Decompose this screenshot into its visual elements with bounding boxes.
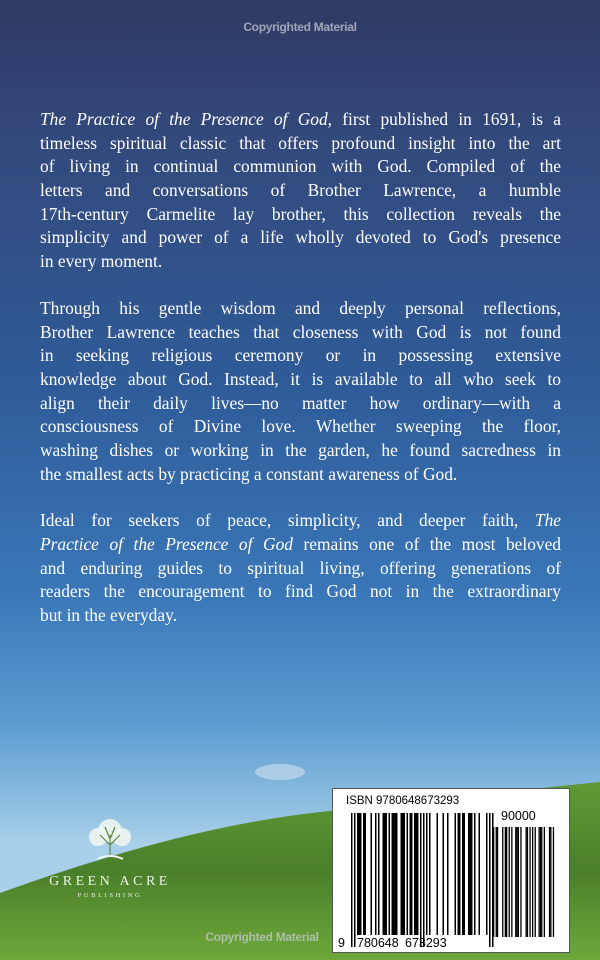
text-line xyxy=(40,344,561,368)
barcode-bar xyxy=(404,813,406,935)
tree-icon xyxy=(85,815,135,865)
barcode-bar xyxy=(402,813,404,935)
publisher-logo xyxy=(40,815,180,899)
barcode-bar xyxy=(489,813,491,947)
text-line xyxy=(40,108,561,132)
barcode-bar xyxy=(363,813,365,935)
barcode-bar xyxy=(383,813,385,935)
text-line xyxy=(40,155,561,179)
paragraph xyxy=(40,297,561,487)
text-line xyxy=(40,463,561,487)
barcode-bar xyxy=(416,813,418,935)
text-line xyxy=(40,179,561,203)
barcode-bar xyxy=(474,813,476,935)
publisher-sub: PUBLISHING xyxy=(77,892,143,899)
barcode-bar xyxy=(459,813,461,935)
addon-bar xyxy=(502,827,503,937)
barcode-bar xyxy=(462,813,464,935)
barcode-group1: 780648 xyxy=(357,936,399,950)
addon-bar xyxy=(540,827,541,937)
addon-bar xyxy=(511,827,512,937)
barcode-bar xyxy=(351,813,353,947)
barcode-bar xyxy=(359,813,361,935)
text-line xyxy=(40,557,561,581)
text-segment: in every moment. xyxy=(40,251,163,272)
text-line xyxy=(40,203,561,227)
text-line xyxy=(40,368,561,392)
text-segment: readers the encouragement to find God not in the extraordinary xyxy=(40,581,561,602)
text-segment: consciousness of Divine love. Whether sweeping the floor, xyxy=(40,416,561,437)
addon-bar xyxy=(493,827,494,937)
text-segment: letters and conversations of Brother Lawrence, a humble xyxy=(40,180,561,201)
text-line xyxy=(40,297,561,321)
barcode-bar xyxy=(375,813,377,935)
text-segment: remains one of the most beloved xyxy=(292,534,561,554)
barcode-bar xyxy=(479,813,481,935)
addon-bar xyxy=(532,827,533,937)
text-segment: Brother Lawrence teaches that closeness with God is not found xyxy=(40,321,561,342)
barcode-bar xyxy=(423,813,425,947)
text-segment: in seeking religious ceremony or in possessing extensive xyxy=(40,345,561,366)
text-line xyxy=(40,415,561,439)
addon-bar xyxy=(535,827,536,937)
text-segment: and enduring guides to spiritual living, offering generations of xyxy=(40,557,561,578)
addon-bar xyxy=(520,827,521,937)
barcode-bar xyxy=(417,813,419,935)
publisher-name: GREEN ACRE xyxy=(49,874,171,889)
barcode-bar xyxy=(357,813,359,935)
barcode-bar xyxy=(447,813,449,935)
text-segment: 17th-century Carmelite lay brother, this collection reveals the xyxy=(40,203,561,224)
text-line xyxy=(40,533,561,557)
addon-bar xyxy=(549,827,550,937)
text-line xyxy=(40,132,561,156)
copyright-watermark-bottom: Copyrighted Material xyxy=(205,930,319,944)
barcode-bar xyxy=(443,813,445,935)
barcode-bar xyxy=(371,813,373,935)
barcode-group2: 673293 xyxy=(405,936,447,950)
text-line xyxy=(40,250,561,274)
barcode-bar xyxy=(407,813,409,935)
barcode-bar xyxy=(470,813,472,935)
text-segment: washing dishes or working in the garden, he found sacredness in xyxy=(40,439,561,460)
text-segment: the smallest acts by practicing a constant awareness of God. xyxy=(40,463,458,484)
addon-bar xyxy=(506,827,507,937)
text-line xyxy=(40,604,561,628)
barcode-bar xyxy=(486,813,488,935)
barcode-bar xyxy=(384,813,386,935)
text-line xyxy=(40,392,561,416)
addon-bar xyxy=(509,827,510,937)
barcode-bar xyxy=(378,813,380,935)
text-segment: Through his gentle wisdom and deeply personal reflections, xyxy=(40,297,561,318)
text-segment: but in the everyday. xyxy=(40,605,177,626)
addon-bar xyxy=(529,827,530,937)
barcode-addon-digits: 90000 xyxy=(501,809,536,823)
text-line xyxy=(40,321,561,345)
barcode-bar xyxy=(354,813,356,947)
barcode-bar xyxy=(392,813,394,935)
book-title-italic: Practice of the Presence of God xyxy=(40,534,293,554)
barcode-bar xyxy=(426,813,428,935)
addon-bar xyxy=(553,827,554,937)
barcode-bar xyxy=(437,813,439,935)
addon-bar xyxy=(526,827,527,937)
text-line xyxy=(40,580,561,604)
text-segment: knowledge about God. Instead, it is available to all who seek to xyxy=(40,368,561,389)
text-line xyxy=(40,509,561,533)
addon-bar xyxy=(496,827,497,937)
copyright-watermark-top: Copyrighted Material xyxy=(243,20,357,34)
text-segment: align their daily lives—no matter how ordinary—with a xyxy=(40,392,561,413)
addon-bar xyxy=(527,827,528,937)
barcode-bar xyxy=(429,813,431,935)
addon-bar xyxy=(497,827,498,937)
addon-bar xyxy=(515,827,516,937)
text-segment: simplicity and power of a life wholly devoted to God's presence xyxy=(40,227,561,248)
addon-bar xyxy=(541,827,542,937)
barcode-first-digit: 9 xyxy=(338,936,345,950)
barcode-bar xyxy=(414,813,416,935)
barcode-bar xyxy=(393,813,395,935)
barcode-bar xyxy=(386,813,388,935)
barcode-bar xyxy=(395,813,397,935)
book-title-italic: The Practice of the Presence of God xyxy=(40,109,328,129)
addon-bar xyxy=(539,827,540,937)
barcode-bar xyxy=(468,813,470,935)
barcode-bar xyxy=(401,813,403,935)
barcode-bar xyxy=(396,813,398,935)
addon-bar xyxy=(544,827,545,937)
barcode-bar xyxy=(365,813,367,935)
addon-bar xyxy=(505,827,506,937)
barcode-bar xyxy=(455,813,457,935)
text-segment: , first published in 1691, is a xyxy=(327,109,561,129)
text-segment: of living in continual communion with God. Compiled of the xyxy=(40,156,561,177)
barcode-bar xyxy=(410,813,412,935)
addon-bar xyxy=(550,827,551,937)
barcode-bar xyxy=(411,813,413,935)
barcode-bar xyxy=(471,813,473,935)
barcode-bar xyxy=(464,813,466,935)
barcode-bar xyxy=(458,813,460,935)
text-line xyxy=(40,439,561,463)
addon-bar xyxy=(518,827,519,937)
text-segment: timeless spiritual classic that offers profound insight into the art xyxy=(40,132,561,153)
text-segment: Ideal for seekers of peace, simplicity, and deeper faith, xyxy=(40,510,535,531)
barcode-bar xyxy=(420,813,422,947)
text-line xyxy=(40,226,561,250)
barcode-bar xyxy=(389,813,391,935)
paragraph xyxy=(40,509,561,627)
isbn-label: ISBN 9780648673293 xyxy=(346,795,460,807)
paragraph xyxy=(40,108,561,274)
addon-bar xyxy=(516,827,517,937)
isbn-barcode xyxy=(332,788,570,953)
description-text xyxy=(40,108,561,651)
book-title-italic: The xyxy=(534,510,561,531)
barcode-bar xyxy=(360,813,362,935)
